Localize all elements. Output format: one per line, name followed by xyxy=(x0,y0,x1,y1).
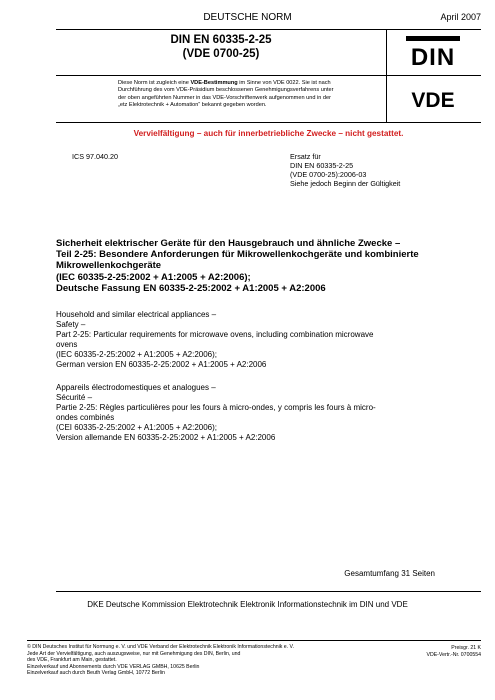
german-title-line: Mikrowellenkochgeräte xyxy=(56,260,162,272)
reproduction-notice: Vervielfältigung – auch für innerbetriebliche Zwecke – nicht gestattet. xyxy=(133,129,404,138)
french-title-line: Partie 2-25: Règles particulières pour les fours à micro-ondes, y compris les fours à micro- xyxy=(56,403,376,412)
document-type-header: DEUTSCHE NORM xyxy=(203,12,292,23)
english-title-line: Household and similar electrical appliances – xyxy=(56,310,217,319)
footer-line: Einzelverkauf auch durch Beuth Verlag GmbH, 10772 Berlin xyxy=(27,670,165,677)
replacement-line: (VDE 0700-25):2006-03 xyxy=(290,170,367,179)
price-group: Preisgr. 21 K xyxy=(451,645,481,651)
french-title xyxy=(56,383,481,443)
din-logo-text: DIN xyxy=(410,44,456,70)
english-title-line: Safety – xyxy=(56,320,86,329)
notice-line1-rest: im Sinne von VDE 0022. Sie ist nach xyxy=(237,80,331,86)
vde-logo xyxy=(400,88,466,110)
top-rule xyxy=(56,29,481,30)
notice-bold-term: VDE-Bestimmung xyxy=(190,80,238,86)
notice-line: der oben angeführten Nummer in das VDE-Vorschriftenwerk aufgenommen und in der xyxy=(118,94,331,101)
replacement-line: Siehe jedoch Beginn der Gültigkeit xyxy=(290,179,401,188)
footer-line: des VDE, Frankfurt am Main, gestattet. xyxy=(27,657,117,664)
vde-notice xyxy=(118,80,380,110)
ics-code: ICS 97.040.20 xyxy=(72,152,118,161)
din-logo-graphic xyxy=(404,34,462,70)
english-title-line: (IEC 60335-2-25:2002 + A1:2005 + A2:2006); xyxy=(56,350,218,359)
footer-rule xyxy=(27,640,481,641)
french-title-line: Version allemande EN 60335-2-25:2002 + A1:2005 + A2:2006 xyxy=(56,433,276,442)
notice-bottom-rule xyxy=(56,122,481,123)
english-title-line: Part 2-25: Particular requirements for microwave ovens, including combination microwave xyxy=(56,330,374,339)
german-title-line: Deutsche Fassung EN 60335-2-25:2002 + A1:2005 + A2:2006 xyxy=(56,282,326,294)
footer-line: © DIN Deutsches Institut für Normung e. V. und VDE Verband der Elektrotechnik Elektronik Informationstechnik e. V. xyxy=(27,644,294,650)
french-title-line: Appareils électrodomestiques et analogues – xyxy=(56,383,216,392)
french-title-line: Sécurité – xyxy=(56,393,93,402)
notice-line: Durchführung des vom VDE-Präsidium beschlossenen Genehmigungsverfahrens unter xyxy=(118,87,334,94)
dke-rule xyxy=(56,591,481,592)
vde-logo-text: VDE xyxy=(411,89,455,110)
replacement-info xyxy=(290,152,400,188)
title-bottom-rule xyxy=(56,75,481,76)
total-pages: Gesamtumfang 31 Seiten xyxy=(344,569,435,578)
dke-commission: DKE Deutsche Kommission Elektrotechnik Elektronik Informationstechnik im DIN und VDE xyxy=(87,600,408,609)
english-title-line: German version EN 60335-2-25:2002 + A1:2005 + A2:2006 xyxy=(56,360,267,369)
price-info xyxy=(427,645,482,659)
english-title xyxy=(56,310,481,370)
replacement-line: Ersatz für xyxy=(290,152,321,161)
vde-logo-graphic xyxy=(400,88,466,110)
german-title-line: (IEC 60335-2-25:2002 + A1:2005 + A2:2006); xyxy=(56,271,251,283)
footer-line: Einzelverkauf und Abonnements durch VDE VERLAG GMBH, 10625 Berlin xyxy=(27,663,200,670)
notice-prefix: Diese Norm ist zugleich eine xyxy=(118,80,191,86)
french-title-line: ondes combinés xyxy=(56,413,115,422)
footer-line: Jede Art der Vervielfältigung, auch auszugsweise, nur mit Genehmigung des DIN, Berlin, und xyxy=(27,650,241,657)
title-line: DIN EN 60335-2-25 xyxy=(170,34,272,46)
vde-contract-number: VDE-Vertr.-Nr. 0700554 xyxy=(426,652,481,658)
din-logo xyxy=(404,34,462,70)
copyright-footer xyxy=(27,644,367,677)
german-title-line: Teil 2-25: Besondere Anforderungen für Mikrowellenkochgeräte und kombinierte xyxy=(56,249,419,261)
publication-date: April 2007 xyxy=(440,12,481,22)
english-title-line: ovens xyxy=(56,340,78,349)
notice-line xyxy=(118,80,380,87)
french-title-line: (CEI 60335-2-25:2002 + A1:2005 + A2:2006); xyxy=(56,423,218,432)
replacement-line: DIN EN 60335-2-25 xyxy=(290,161,354,170)
german-title-line: Sicherheit elektrischer Geräte für den Hausgebrauch und ähnliche Zwecke – xyxy=(56,238,401,249)
title-line: (VDE 0700-25) xyxy=(182,48,260,60)
notice-line: „etz Elektrotechnik + Automation“ bekannt gegeben worden. xyxy=(118,102,267,109)
logo-column-divider xyxy=(386,29,387,122)
german-title xyxy=(56,238,486,294)
standard-number-title xyxy=(56,33,386,61)
